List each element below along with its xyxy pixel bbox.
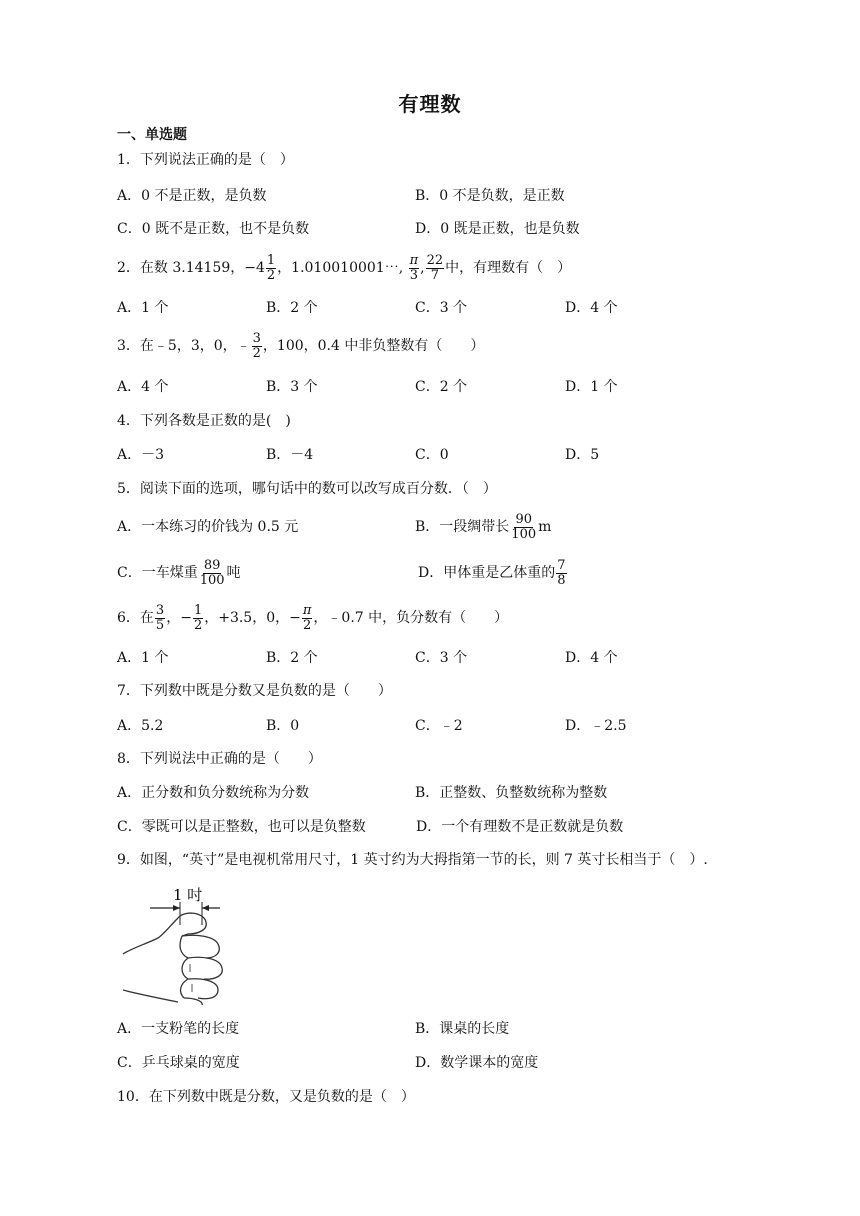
q6-f2-numerator: 1 (193, 602, 203, 618)
section-heading: 一、单选题 (117, 127, 187, 143)
q5-b-numerator: 90 (515, 511, 532, 527)
q6-option-d: D．4 个 (565, 650, 618, 666)
q8-option-c: C．零既可以是正整数，也可以是负整数 (117, 819, 366, 835)
q5-b-unit: m (538, 519, 552, 535)
q5-option-b (415, 510, 551, 544)
q5-c-numerator: 89 (203, 557, 221, 573)
q2-fraction-2 (409, 254, 420, 282)
q5-d-numerator: 7 (557, 557, 566, 573)
q4-option-a: A．－3 (117, 447, 165, 463)
q3-fraction (252, 332, 262, 360)
q6-option-a: A．1 个 (117, 650, 169, 666)
q2-f2-numerator: π (409, 252, 419, 268)
question-4-stem: 4．下列各数是正数的是( ) (117, 413, 291, 429)
q5-option-c (117, 556, 241, 590)
q5-c-unit: 吨 (226, 565, 241, 581)
q2-fraction-1 (266, 254, 276, 282)
q6-mid: ，+3.5，0，− (204, 610, 301, 626)
q9-option-c: C．乒乓球桌的宽度 (117, 1055, 240, 1071)
q6-option-c: C．3 个 (415, 650, 468, 666)
q5-b-fraction (510, 513, 537, 541)
q1-option-a: A．0 不是正数，是负数 (117, 188, 267, 204)
q5-b-prefix: B．一段绸带长 (415, 519, 510, 535)
q2-fraction-3 (426, 254, 445, 282)
q8-option-d: D．一个有理数不是正数就是负数 (416, 819, 624, 835)
q2-f2-denominator: 3 (409, 267, 419, 283)
q6-sep1: ，− (166, 610, 192, 626)
q5-c-denominator: 100 (199, 572, 225, 588)
thumb-illustration (118, 880, 228, 1005)
q2-f1-numerator: 1 (266, 252, 276, 268)
question-6-stem (117, 601, 508, 635)
q3-f-denominator: 2 (252, 345, 261, 361)
q2-option-c: C．3 个 (415, 300, 468, 316)
q2-mid: ，1.010010001⋯, (277, 260, 404, 276)
q4-option-c: C．0 (415, 447, 449, 463)
q5-d-fraction (556, 559, 566, 587)
q6-fraction-2 (193, 604, 203, 632)
q6-f2-denominator: 2 (193, 617, 203, 633)
q6-suffix: ，﹣0.7 中，负分数有（ ） (313, 610, 509, 626)
page-title: 有理数 (398, 92, 462, 116)
q3-option-c: C．2 个 (415, 379, 468, 395)
q2-option-d: D．4 个 (565, 300, 618, 316)
q5-option-d (418, 556, 568, 590)
q2-prefix: 2．在数 3.14159，−4 (117, 260, 265, 276)
question-7-stem: 7．下列数中既是分数又是负数的是（ ） (117, 683, 392, 699)
q5-b-denominator: 100 (511, 526, 537, 542)
q4-option-b: B．－4 (266, 447, 314, 463)
q2-suffix: 中，有理数有（ ） (445, 260, 572, 276)
question-5-stem: 5．阅读下面的选项，哪句话中的数可以改写成百分数．（ ） (117, 481, 497, 497)
q6-option-b: B．2 个 (266, 650, 318, 666)
q2-f1-denominator: 2 (266, 267, 276, 283)
q6-f1-denominator: 5 (155, 617, 165, 633)
q6-fraction-3 (302, 604, 313, 632)
q3-f-numerator: 3 (252, 330, 261, 346)
q5-c-fraction (199, 559, 226, 587)
q6-prefix: 6．在 (117, 610, 154, 626)
q5-d-denominator: 8 (557, 572, 566, 588)
q5-c-prefix: C．一车煤重 (117, 565, 198, 581)
q7-option-d: D．﹣2.5 (565, 718, 627, 734)
q2-comma: , (420, 260, 425, 276)
q6-fraction-1 (155, 604, 165, 632)
thumb-inch-figure (118, 880, 228, 1005)
q6-f3-numerator: π (302, 602, 312, 618)
q3-suffix: ，100，0.4 中非负整数有（ ） (262, 338, 485, 354)
q4-option-d: D．5 (565, 447, 600, 463)
question-8-stem: 8．下列说法中正确的是（ ） (117, 751, 322, 767)
q2-f3-numerator: 22 (426, 252, 444, 268)
question-2-stem (117, 252, 571, 284)
q5-d-prefix: D．甲体重是乙体重的 (418, 565, 556, 581)
q3-prefix: 3．在﹣5，3，0，﹣ (117, 338, 251, 354)
q9-option-b: B．课桌的长度 (415, 1021, 510, 1037)
question-3-stem (117, 330, 484, 362)
q7-option-a: A．5.2 (117, 718, 164, 734)
q2-option-a: A．1 个 (117, 300, 169, 316)
q1-option-d: D．0 既是正数，也是负数 (415, 221, 580, 237)
q1-option-c: C．0 既不是正数，也不是负数 (117, 221, 310, 237)
q8-option-a: A．正分数和负分数统称为分数 (117, 785, 310, 801)
q6-f1-numerator: 3 (155, 602, 165, 618)
q5-option-a: A．一本练习的价钱为 0.5 元 (117, 519, 299, 535)
q2-option-b: B．2 个 (266, 300, 318, 316)
q3-option-a: A．4 个 (117, 379, 169, 395)
q8-option-b: B．正整数、负整数统称为整数 (415, 785, 608, 801)
question-1-stem: 1．下列说法正确的是（ ） (117, 152, 294, 168)
q3-option-b: B．3 个 (266, 379, 318, 395)
q1-option-b: B．0 不是负数，是正数 (415, 188, 565, 204)
q7-option-b: B．0 (266, 718, 300, 734)
q9-option-a: A．一支粉笔的长度 (117, 1021, 240, 1037)
q2-f3-denominator: 7 (430, 267, 440, 283)
figure-label: 1 吋 (173, 886, 203, 904)
q3-option-d: D．1 个 (565, 379, 618, 395)
question-10-stem: 10．在下列数中既是分数，又是负数的是（ ） (117, 1089, 415, 1105)
question-9-stem: 9．如图，“英寸”是电视机常用尺寸，1 英寸约为大拇指第一节的长，则 7 英寸长相当于（ ）. (117, 852, 708, 868)
q6-f3-denominator: 2 (302, 617, 312, 633)
q7-option-c: C．﹣2 (415, 718, 463, 734)
q9-option-d: D．数学课本的宽度 (415, 1055, 539, 1071)
